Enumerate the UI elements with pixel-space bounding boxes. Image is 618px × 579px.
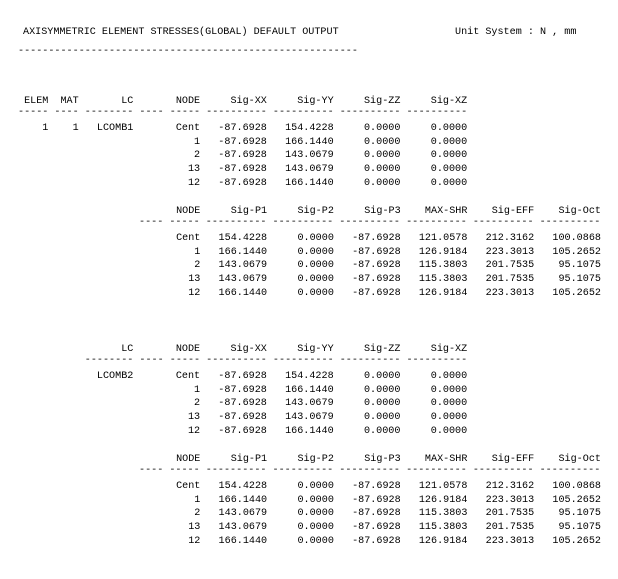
stress-row: 13 -87.6928 143.0679 0.0000 0.0000 xyxy=(18,412,468,424)
principal-row: 13 143.0679 0.0000 -87.6928 115.3803 201.7535 95.1075 xyxy=(169,522,601,534)
title-underline: -------------------------------------------------------- xyxy=(18,46,358,57)
stress-row: 1 -87.6928 166.1440 0.0000 0.0000 xyxy=(18,136,468,148)
stress-row: 13 -87.6928 143.0679 0.0000 0.0000 xyxy=(18,164,468,176)
report-title: AXISYMMETRIC ELEMENT STRESSES(GLOBAL) DEFAULT OUTPUT xyxy=(23,27,339,38)
stress-row: LCOMB2 Cent -87.6928 154.4228 0.0000 0.0000 xyxy=(18,371,468,382)
principal-row: 2 143.0679 0.0000 -87.6928 115.3803 201.7535 95.1075 xyxy=(169,508,601,520)
stress-row: 2 -87.6928 143.0679 0.0000 0.0000 xyxy=(18,150,468,162)
principal-row: 1 166.1440 0.0000 -87.6928 126.9184 223.3013 105.2652 xyxy=(169,494,601,506)
principal-header-rule: ---- ----- ---------- ---------- ---------- ---------- ---------- ---------- xyxy=(139,217,601,228)
principal-row: 13 143.0679 0.0000 -87.6928 115.3803 201.7535 95.1075 xyxy=(169,274,601,286)
unit-system: Unit System : N , mm xyxy=(455,27,577,38)
stress-row: 12 -87.6928 166.1440 0.0000 0.0000 xyxy=(18,425,468,437)
principal-row: 12 166.1440 0.0000 -87.6928 126.9184 223.3013 105.2652 xyxy=(169,287,601,299)
principal-row: 2 143.0679 0.0000 -87.6928 115.3803 201.7535 95.1075 xyxy=(169,260,601,272)
principal-row: 12 166.1440 0.0000 -87.6928 126.9184 223.3013 105.2652 xyxy=(169,535,601,547)
stress-row: 12 -87.6928 166.1440 0.0000 0.0000 xyxy=(18,177,468,189)
principal-row: Cent 154.4228 0.0000 -87.6928 121.0578 212.3162 100.0868 xyxy=(169,481,601,492)
stress-row: 2 -87.6928 143.0679 0.0000 0.0000 xyxy=(18,398,468,410)
stress-header-row: LC NODE Sig-XX Sig-YY Sig-ZZ Sig-XZ xyxy=(18,344,468,355)
principal-header-row: NODE Sig-P1 Sig-P2 Sig-P3 MAX-SHR Sig-EFF Sig-Oct xyxy=(169,206,601,217)
principal-header-rule: ---- ----- ---------- ---------- ---------- ---------- ---------- ---------- xyxy=(139,465,601,476)
principal-row: Cent 154.4228 0.0000 -87.6928 121.0578 212.3162 100.0868 xyxy=(169,233,601,244)
stress-header-rule: ----- ---- -------- ---- ----- ---------- ---------- ---------- ---------- xyxy=(18,107,468,118)
stress-row: 1 -87.6928 166.1440 0.0000 0.0000 xyxy=(18,384,468,396)
stress-header-rule: -------- ---- ----- ---------- ---------- ---------- ---------- xyxy=(18,355,468,366)
stress-row: 1 1 LCOMB1 Cent -87.6928 154.4228 0.0000 0.0000 xyxy=(18,123,468,134)
stress-header-row: ELEM MAT LC NODE Sig-XX Sig-YY Sig-ZZ Sig-XZ xyxy=(18,96,468,107)
principal-row: 1 166.1440 0.0000 -87.6928 126.9184 223.3013 105.2652 xyxy=(169,246,601,258)
principal-header-row: NODE Sig-P1 Sig-P2 Sig-P3 MAX-SHR Sig-EFF Sig-Oct xyxy=(169,454,601,465)
